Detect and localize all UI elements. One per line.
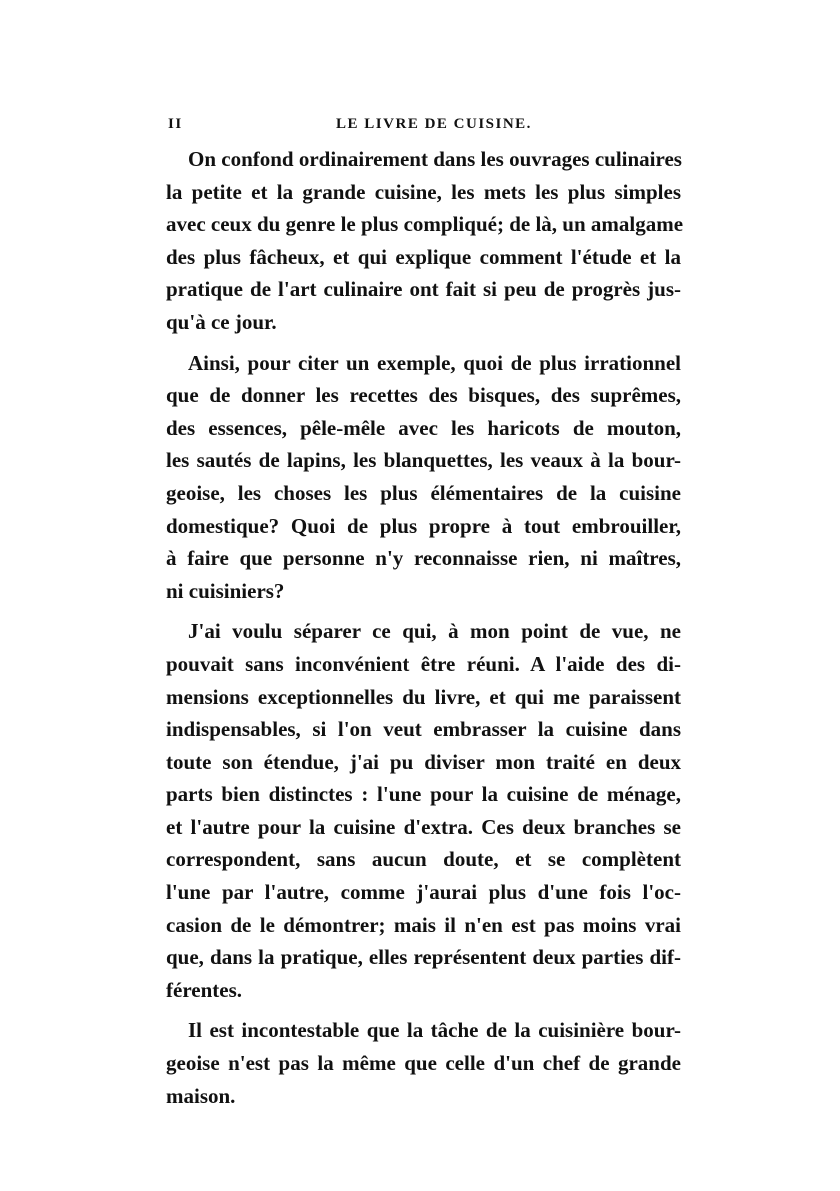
page-number: II xyxy=(168,116,183,132)
text-line: J'ai voulu séparer ce qui, à mon point de vue, ne xyxy=(188,619,681,644)
paragraph-2 xyxy=(166,347,681,608)
text-line: à faire que personne n'y reconnaisse rien, ni maîtres, xyxy=(166,546,681,571)
text-line: que, dans la pratique, elles représentent deux parties dif- xyxy=(166,945,681,970)
text-line: les sautés de lapins, les blanquettes, les veaux à la bour- xyxy=(166,448,681,473)
text-line: domestique? Quoi de plus propre à tout embrouiller, xyxy=(166,513,681,538)
text-line: qu'à ce jour. xyxy=(166,309,277,334)
text-line: pouvait sans inconvénient être réuni. A l'aide des di- xyxy=(166,651,681,676)
text-line: la petite et la grande cuisine, les mets les plus simples xyxy=(166,179,681,204)
text-line: Ainsi, pour citer un exemple, quoi de plus irrationnel xyxy=(188,350,681,375)
text-line: indispensables, si l'on veut embrasser la cuisine dans xyxy=(166,717,681,742)
text-line: maison. xyxy=(166,1083,236,1108)
text-line: casion de le démontrer; mais il n'en est pas moins vrai xyxy=(166,912,681,937)
text-line: pratique de l'art culinaire ont fait si peu de progrès jus- xyxy=(166,277,681,302)
text-line: l'une par l'autre, comme j'aurai plus d'une fois l'oc- xyxy=(166,880,681,905)
text-line: geoise n'est pas la même que celle d'un chef de grande xyxy=(166,1051,681,1076)
paragraph-4 xyxy=(166,1014,681,1112)
text-line: ni cuisiniers? xyxy=(166,578,285,603)
text-line: Il est incontestable que la tâche de la cuisinière bour- xyxy=(188,1018,681,1043)
text-line: avec ceux du genre le plus compliqué; de là, un amalgame xyxy=(166,212,684,237)
text-line: et l'autre pour la cuisine d'extra. Ces deux branches se xyxy=(166,814,681,839)
body-text xyxy=(166,143,684,1120)
text-line: férentes. xyxy=(166,977,242,1002)
text-line: correspondent, sans aucun doute, et se complètent xyxy=(166,847,681,872)
page-header xyxy=(168,116,680,138)
text-line: des essences, pêle-mêle avec les haricots de mouton, xyxy=(166,415,681,440)
text-line: que de donner les recettes des bisques, des suprêmes, xyxy=(166,383,681,408)
text-line: On confond ordinairement dans les ouvrages culinaires xyxy=(188,147,682,171)
text-line: geoise, les choses les plus élémentaires de la cuisine xyxy=(166,480,681,505)
text-line: parts bien distinctes : l'une pour la cuisine de ménage, xyxy=(166,782,681,807)
paragraph-3 xyxy=(166,615,681,1006)
text-line: des plus fâcheux, et qui explique comment l'étude et la xyxy=(166,244,681,269)
running-title: LE LIVRE DE CUISINE. xyxy=(336,116,532,132)
paragraph-1 xyxy=(166,143,684,339)
text-line: toute son étendue, j'ai pu diviser mon traité en deux xyxy=(166,749,681,774)
text-line: mensions exceptionnelles du livre, et qui me paraissent xyxy=(166,684,681,709)
